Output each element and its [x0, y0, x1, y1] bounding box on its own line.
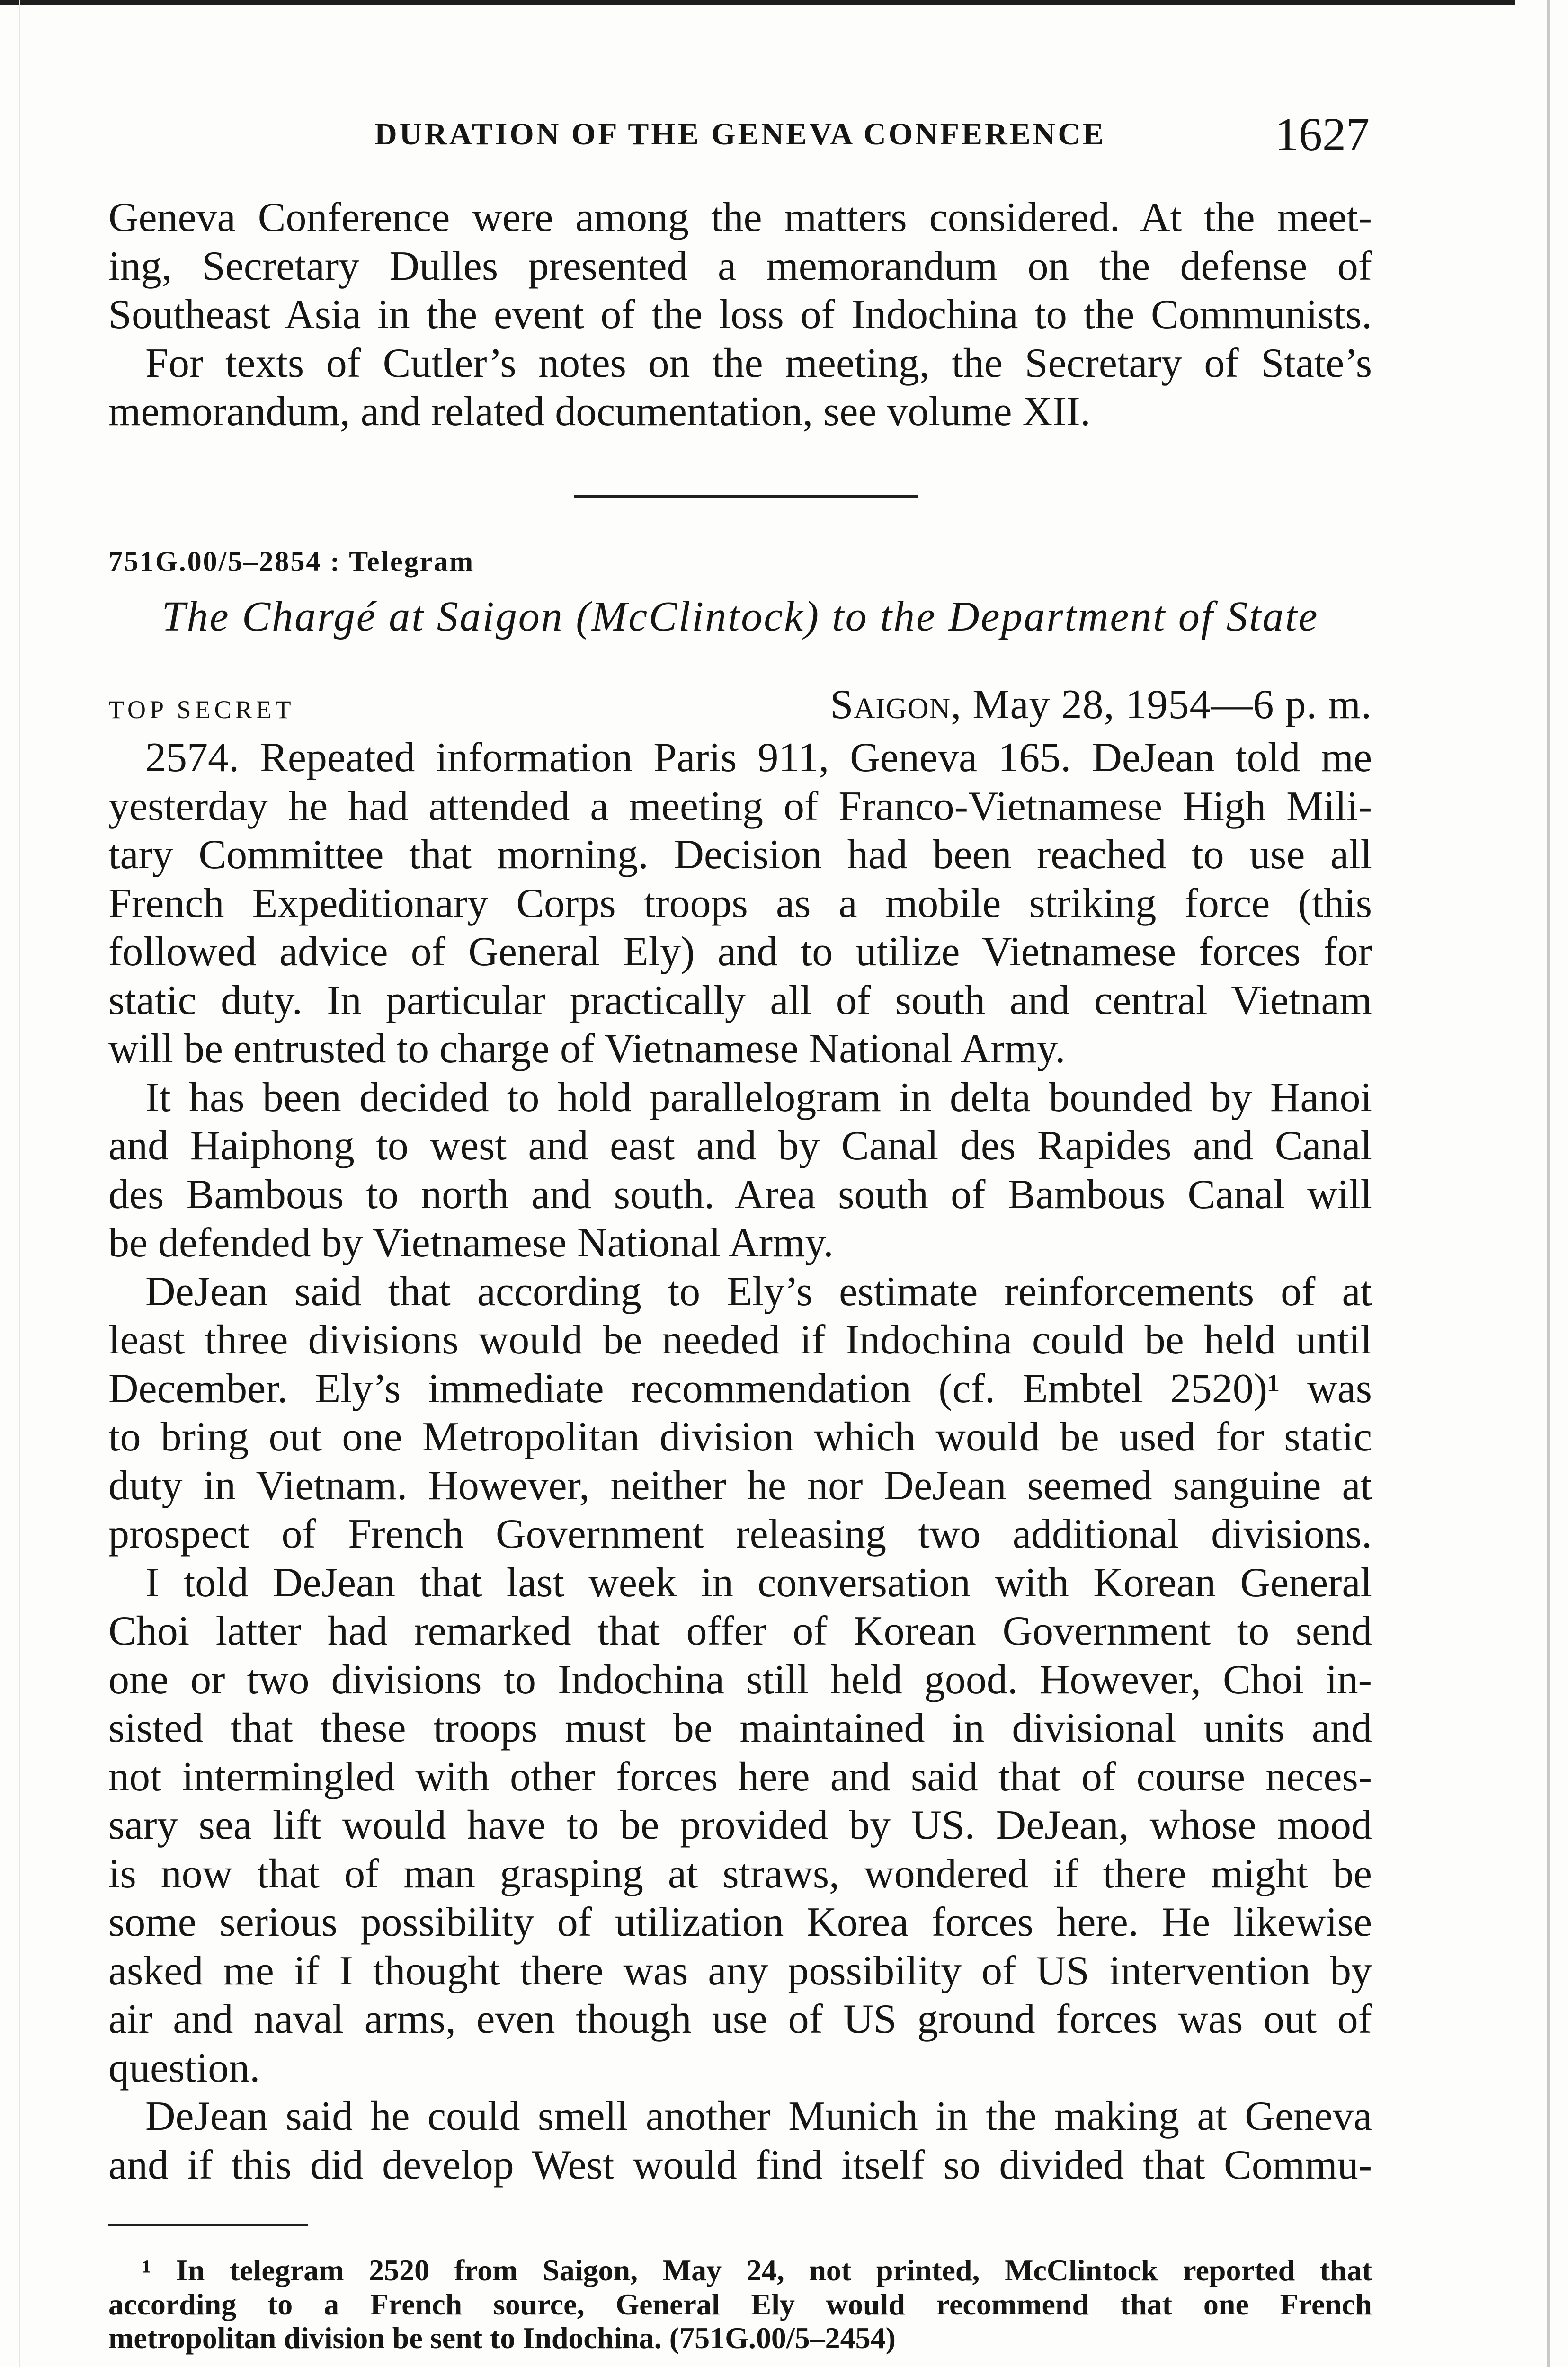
dateline-place: Saigon: [830, 682, 951, 728]
file-reference: 751G.00/5–2854 : Telegram: [108, 546, 475, 577]
footnote-line: according to a French source, General Ely would recommend that one French: [108, 2287, 1372, 2321]
footnote-line: metropolitan division be sent to Indochina. (751G.00/5–2454): [108, 2321, 896, 2355]
dateline-date: , May 28, 1954—6 p. m.: [951, 682, 1372, 728]
text-line: air and naval arms, even though use of US ground forces was out of: [108, 1996, 1372, 2042]
text-line: and if this did develop West would find itself so divided that Commu-: [108, 2142, 1372, 2188]
text-line: is now that of man grasping at straws, wondered if there might be: [108, 1851, 1372, 1897]
dateline: [108, 681, 1372, 730]
text-line: not intermingled with other forces here and said that of course neces-: [108, 1753, 1372, 1800]
text-line: asked me if I thought there was any possibility of US intervention by: [108, 1948, 1372, 1994]
page-number: 1627: [1275, 108, 1370, 160]
text-line: yesterday he had attended a meeting of Franco-Vietnamese High Mili-: [108, 783, 1372, 829]
document-title: The Chargé at Saigon (McClintock) to the Department of State: [161, 593, 1319, 640]
telegram-paragraph: [108, 734, 1372, 1074]
intro-paragraph: [108, 194, 1372, 339]
text-line: Southeast Asia in the event of the loss of Indochina to the Communists.: [108, 292, 1372, 338]
text-line: tary Committee that morning. Decision had been reached to use all: [108, 832, 1372, 878]
text-line: duty in Vietnam. However, neither he nor DeJean seemed sanguine at: [108, 1462, 1372, 1509]
text-line: Geneva Conference were among the matters considered. At the meet-: [108, 195, 1372, 240]
classification-marking: TOP SECRET: [108, 695, 295, 724]
text-line: For texts of Cutler’s notes on the meeting, the Secretary of State’s: [145, 340, 1372, 386]
text-line: French Expeditionary Corps troops as a mobile striking force (this: [108, 880, 1372, 926]
text-line: least three divisions would be needed if Indochina could be held until: [108, 1317, 1372, 1363]
telegram-body: [108, 734, 1372, 2189]
text-line: DeJean said he could smell another Munich in the making at Geneva: [145, 2093, 1372, 2139]
text-line: des Bambous to north and south. Area south of Bambous Canal will: [108, 1171, 1372, 1218]
scan-edge-left: [19, 0, 20, 2367]
section-divider: [574, 495, 918, 498]
text-line: ing, Secretary Dulles presented a memorandum on the defense of: [108, 243, 1372, 289]
text-line: be defended by Vietnamese National Army.: [108, 1220, 834, 1266]
text-line: static duty. In particular practically all of south and central Vietnam: [108, 977, 1372, 1023]
dateline-place-date: [830, 681, 1372, 730]
footnote: [108, 2253, 1372, 2355]
intro-paragraph: [108, 339, 1372, 436]
text-line: Choi latter had remarked that offer of Korean Government to send: [108, 1608, 1372, 1654]
text-line: followed advice of General Ely) and to utilize Vietnamese forces for: [108, 929, 1372, 975]
text-line: one or two divisions to Indochina still held good. However, Choi in-: [108, 1656, 1372, 1703]
page-header: [108, 108, 1372, 160]
text-line: to bring out one Metropolitan division which would be used for static: [108, 1414, 1372, 1460]
text-line: DeJean said that according to Ely’s estimate reinforcements of at: [145, 1268, 1372, 1315]
footnote-divider: [108, 2224, 308, 2226]
scan-edge-right: [1547, 0, 1550, 2367]
footnote-line: ¹ In telegram 2520 from Saigon, May 24, not printed, McClintock reported that: [142, 2253, 1372, 2287]
text-line: I told DeJean that last week in conversation with Korean General: [145, 1559, 1372, 1606]
text-line: sary sea lift would have to be provided by US. DeJean, whose mood: [108, 1802, 1372, 1848]
text-line: December. Ely’s immediate recommendation (cf. Embtel 2520)¹ was: [108, 1365, 1372, 1412]
telegram-paragraph: [108, 2092, 1372, 2189]
telegram-paragraph: [108, 1074, 1372, 1268]
telegram-paragraph: [108, 1559, 1372, 2093]
text-line: prospect of French Government releasing two additional divisions.: [108, 1511, 1372, 1557]
text-line: and Haiphong to west and east and by Canal des Rapides and Canal: [108, 1123, 1372, 1169]
running-title: DURATION OF THE GENEVA CONFERENCE: [374, 117, 1106, 151]
text-line: sisted that these troops must be maintained in divisional units and: [108, 1705, 1372, 1751]
text-line: question.: [108, 2045, 260, 2091]
telegram-paragraph: [108, 1268, 1372, 1559]
scan-edge-top: [0, 0, 1515, 5]
text-line: will be entrusted to charge of Vietnamese National Army.: [108, 1026, 1066, 1072]
text-line: memorandum, and related documentation, see volume XII.: [108, 389, 1091, 435]
text-line: some serious possibility of utilization Korea forces here. He likewise: [108, 1899, 1372, 1945]
text-line: 2574. Repeated information Paris 911, Geneva 165. DeJean told me: [145, 735, 1372, 781]
text-line: It has been decided to hold parallelogram in delta bounded by Hanoi: [145, 1074, 1372, 1121]
intro-text: [108, 194, 1372, 436]
